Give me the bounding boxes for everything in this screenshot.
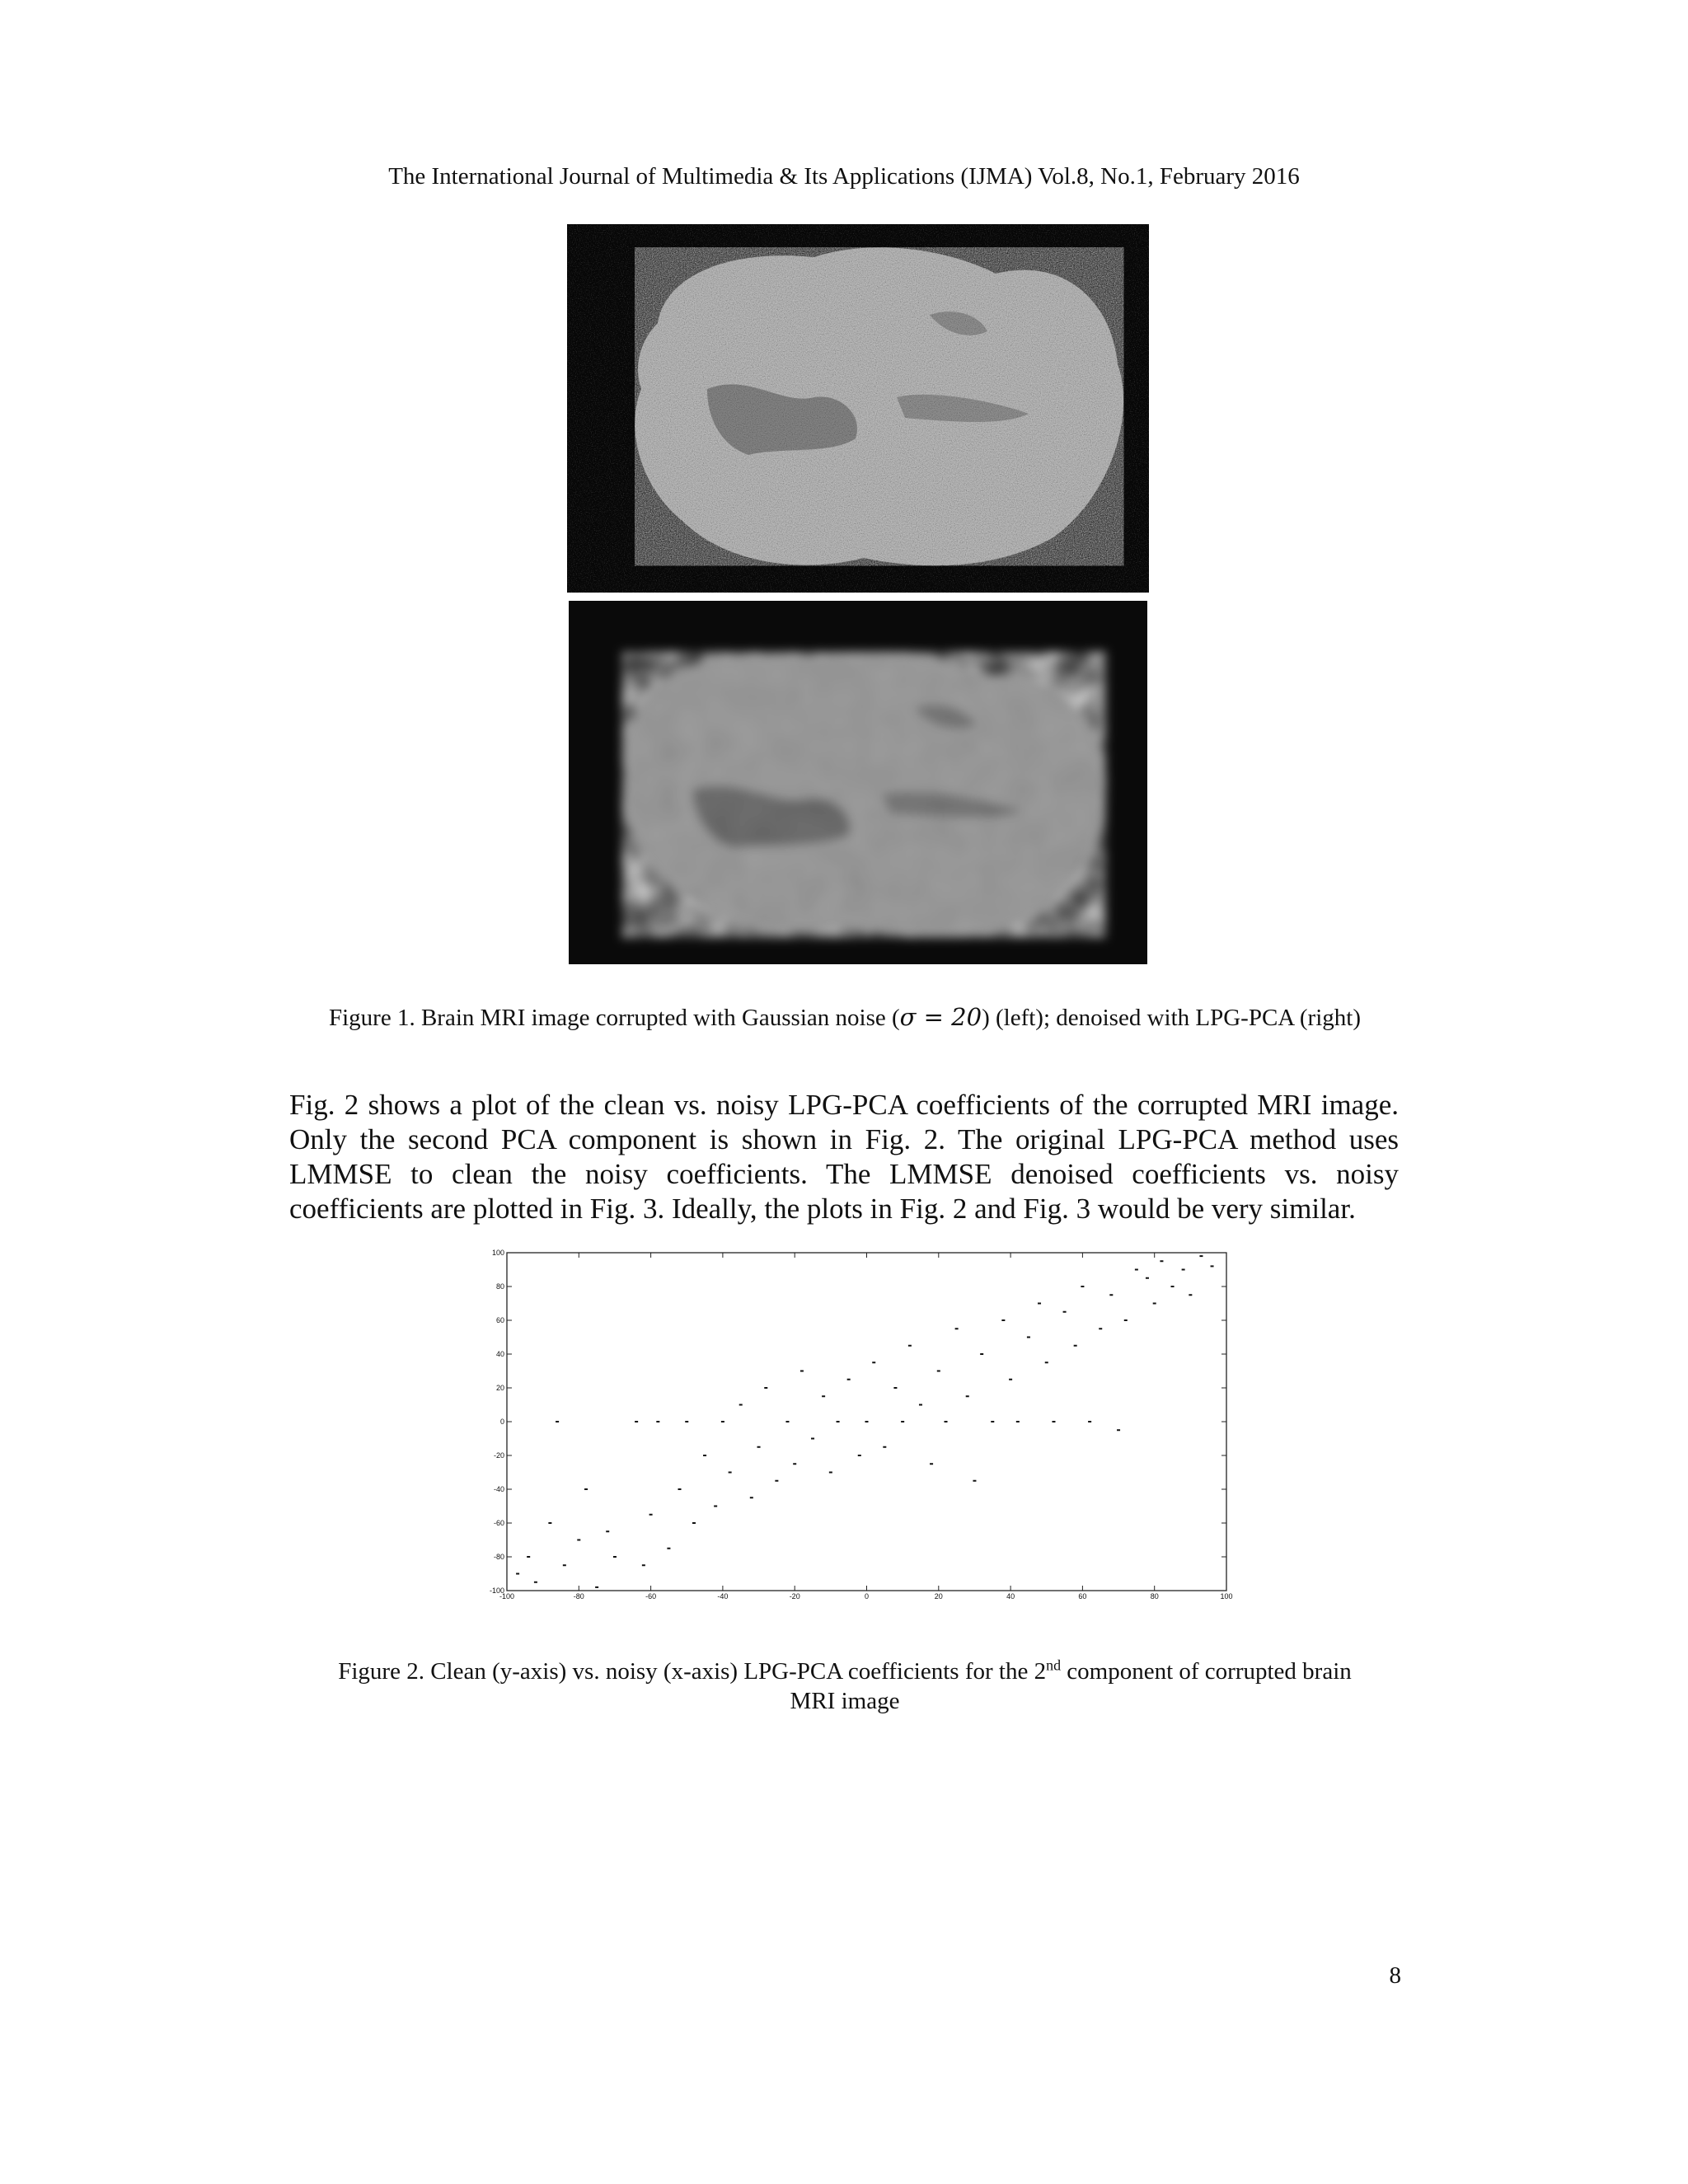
scatter-point (649, 1514, 653, 1516)
x-tick-label: -60 (645, 1592, 657, 1601)
scatter-point (1211, 1265, 1214, 1267)
y-tick-label: 40 (495, 1350, 504, 1358)
scatter-chart (489, 1246, 1249, 1606)
scatter-point (908, 1345, 912, 1347)
scatter-point (584, 1488, 588, 1490)
scatter-point (1045, 1361, 1048, 1363)
scatter-point (692, 1522, 696, 1524)
scatter-point (1016, 1421, 1020, 1422)
scatter-point (548, 1522, 551, 1524)
scatter-point (858, 1455, 861, 1456)
scatter-point (847, 1379, 851, 1380)
scatter-point (793, 1463, 796, 1465)
scatter-point (595, 1586, 598, 1588)
scatter-point (930, 1463, 933, 1465)
scatter-point (966, 1395, 969, 1397)
figure-1-caption-prefix: Figure 1. Brain MRI image corrupted with Gaussian noise ( (328, 1005, 900, 1031)
scatter-point (703, 1455, 706, 1456)
scatter-point (1063, 1311, 1067, 1313)
scatter-point (837, 1421, 840, 1422)
y-tick-label: -60 (493, 1519, 504, 1527)
scatter-point (1009, 1379, 1012, 1380)
paragraph-text: Fig. 2 shows a plot of the clean vs. noisy LPG-PCA coefficients of the corrupted MRI image. Only the second PCA component is shown in Fig. 2. The original LPG-PCA method uses LMMSE to clean the noisy coefficients. The LMMSE denoised coefficients vs. noisy coefficients are plotted in Fig. 3. Ideally, the plots in Fig. 2 and Fig. 3 would be very similar. (289, 1089, 1399, 1225)
scatter-point (829, 1472, 832, 1474)
scatter-point (1099, 1328, 1102, 1329)
scatter-point (980, 1353, 983, 1355)
scatter-point (750, 1497, 753, 1498)
y-tick-label: -40 (493, 1485, 504, 1493)
scatter-point (973, 1480, 976, 1482)
y-tick-label: 0 (499, 1418, 504, 1426)
y-tick-label: -100 (489, 1586, 504, 1595)
page-number: 8 (1389, 1962, 1401, 1989)
scatter-point (1027, 1337, 1030, 1338)
scatter-point (577, 1540, 580, 1541)
scatter-point (739, 1404, 743, 1406)
scatter-point (729, 1472, 732, 1474)
scatter-point (534, 1582, 537, 1583)
scatter-point (685, 1421, 688, 1422)
scatter-point (785, 1421, 789, 1422)
y-tick-label: 60 (495, 1316, 504, 1324)
scatter-point (937, 1371, 940, 1372)
y-tick-label: 20 (495, 1384, 504, 1392)
scatter-point (1001, 1319, 1005, 1321)
x-tick-label: 20 (934, 1592, 943, 1601)
x-tick-label: 0 (864, 1592, 870, 1601)
scatter-point (635, 1421, 638, 1422)
x-tick-label: -40 (717, 1592, 729, 1601)
scatter-point (1189, 1294, 1192, 1296)
scatter-point (1052, 1421, 1055, 1422)
scatter-point (865, 1421, 869, 1422)
scatter-point (527, 1556, 530, 1558)
scatter-point (1153, 1303, 1156, 1305)
scatter-point (667, 1548, 670, 1549)
x-tick-label: 40 (1006, 1592, 1015, 1601)
scatter-point (991, 1421, 994, 1422)
figure-2-caption-prefix: Figure 2. Clean (y-axis) vs. noisy (x-axis) LPG-PCA coefficients for the 2 (338, 1658, 1047, 1685)
scatter-point (901, 1421, 904, 1422)
scatter-point (606, 1530, 609, 1532)
scatter-point (516, 1573, 519, 1575)
scatter-point (757, 1446, 761, 1448)
scatter-point (775, 1480, 778, 1482)
x-tick-label: 100 (1220, 1592, 1233, 1601)
x-tick-label: -100 (499, 1592, 515, 1601)
scatter-point (1109, 1294, 1113, 1296)
scatter-point (556, 1421, 559, 1422)
scatter-point (1135, 1269, 1138, 1271)
scatter-point (613, 1556, 617, 1558)
scatter-point (872, 1361, 875, 1363)
scatter-point (721, 1421, 724, 1422)
scatter-point (800, 1371, 804, 1372)
scatter-point (1146, 1277, 1149, 1279)
scatter-point (678, 1488, 682, 1490)
scatter-point (1199, 1255, 1203, 1257)
scatter-point (1117, 1429, 1120, 1431)
y-tick-label: -20 (493, 1451, 504, 1460)
figure-2-caption-superscript: nd (1046, 1657, 1062, 1674)
scatter-point (883, 1446, 886, 1448)
x-tick-label: 60 (1078, 1592, 1087, 1601)
x-tick-label: -80 (573, 1592, 584, 1601)
body-paragraph (289, 1088, 1399, 1226)
scatter-point (893, 1387, 897, 1389)
scatter-point (1038, 1303, 1041, 1305)
scatter-point (1171, 1286, 1175, 1287)
scatter-point (1160, 1260, 1163, 1262)
scatter-point (642, 1564, 645, 1566)
scatter-point (563, 1564, 566, 1566)
figure-1-caption (321, 1002, 1368, 1033)
y-tick-label: 100 (491, 1249, 504, 1257)
figure-1-caption-sigma: σ = 20 (899, 1003, 982, 1031)
x-tick-label: -20 (789, 1592, 800, 1601)
figure-2-caption (321, 1657, 1368, 1716)
noisy-brain-mri-image (567, 224, 1149, 593)
scatter-point (764, 1387, 767, 1389)
scatter-point (945, 1421, 948, 1422)
y-tick-label: 80 (495, 1282, 504, 1291)
figure-1-caption-suffix: ) (left); denoised with LPG-PCA (right) (982, 1005, 1361, 1031)
scatter-point (811, 1438, 814, 1440)
figure-2-caption-suffix: component of corrupted brain MRI image (790, 1658, 1352, 1714)
scatter-point (919, 1404, 922, 1406)
running-header: The International Journal of Multimedia & Its Applications (IJMA) Vol.8, No.1, February 2016 (388, 163, 1300, 190)
scatter-point (714, 1506, 717, 1507)
denoised-brain-mri-image (569, 601, 1147, 964)
scatter-point (656, 1421, 659, 1422)
scatter-point (1124, 1319, 1128, 1321)
scatter-point (1088, 1421, 1091, 1422)
scatter-point (822, 1395, 825, 1397)
scatter-point (955, 1328, 959, 1329)
scatter-point (1182, 1269, 1185, 1271)
scatter-point (1074, 1345, 1077, 1347)
x-tick-label: 80 (1150, 1592, 1159, 1601)
scatter-point (1081, 1286, 1084, 1287)
y-tick-label: -80 (493, 1553, 504, 1561)
